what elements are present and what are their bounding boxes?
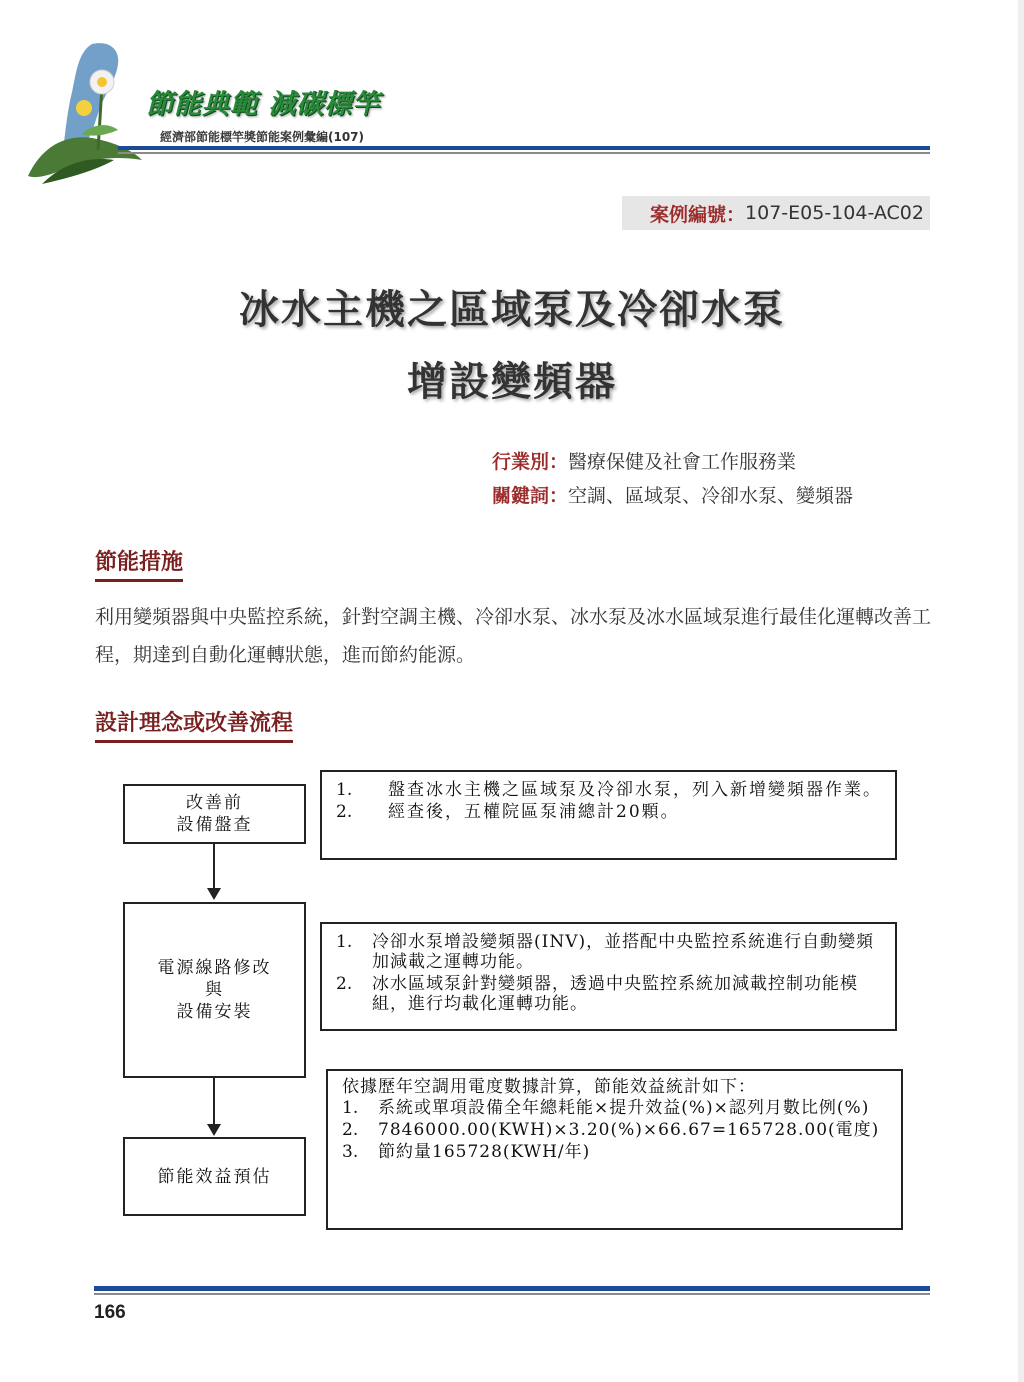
header-rule — [118, 146, 930, 150]
down-arrow-icon — [207, 1124, 221, 1136]
note-item — [342, 1120, 889, 1140]
industry-label: 行業別： — [492, 451, 569, 473]
case-number-badge — [622, 196, 930, 230]
page-title-line-2: 增設變頻器 — [407, 359, 617, 405]
flow-step-label: 節能效益預估 — [157, 1166, 272, 1187]
section-heading-design: 設計理念或改善流程 — [95, 706, 293, 743]
flow-arrow-line — [213, 844, 215, 890]
page-title-line-1: 冰水主機之區域泵及冷卻水泵 — [239, 287, 785, 333]
keywords-label: 關鍵詞： — [492, 485, 569, 507]
flow-note-installation — [320, 922, 897, 1031]
keywords-value: 空調、區域泵、冷卻水泵、變頻器 — [568, 485, 854, 507]
note-text: 冷卻水泵增設變頻器(INV)，並搭配中央監控系統進行自動變頻加減載之運轉功能。 — [372, 932, 875, 972]
footer-rule — [94, 1286, 930, 1291]
case-number-value: 107-E05-104-AC02 — [745, 202, 924, 224]
flow-note-benefit — [326, 1069, 903, 1230]
note-text: 7846000.00(KWH)×3.20(%)×66.67=165728.00(電度) — [378, 1120, 880, 1140]
flow-step-survey — [123, 784, 306, 844]
flow-step-label: 設備盤查 — [176, 815, 253, 835]
flow-arrow-line — [213, 1078, 215, 1124]
note-text: 節約量165728(KWH/年) — [378, 1142, 591, 1162]
note-number: 1. — [342, 1098, 359, 1118]
header-rule-shadow — [118, 152, 930, 154]
note-number: 2. — [342, 1120, 359, 1140]
down-arrow-icon — [207, 888, 221, 900]
note-text: 系統或單項設備全年總耗能×提升效益(%)×認列月數比例(%) — [378, 1098, 870, 1118]
note-number: 2. — [336, 802, 353, 822]
taiwan-dandelion-logo-icon — [22, 38, 162, 188]
page-edge — [1018, 0, 1024, 1382]
note-text: 經查後，五權院區泵浦總計20顆。 — [388, 802, 680, 822]
flow-step-installation — [123, 902, 306, 1078]
brand-title: 節能典範 減碳標竿 — [146, 89, 381, 120]
flow-step-label: 設備安裝 — [176, 1002, 253, 1022]
flow-step-label: 與 — [205, 980, 224, 1000]
case-number-label: 案例編號： — [650, 203, 746, 226]
note-text: 盤查冰水主機之區域泵及冷卻水泵，列入新增變頻器作業。 — [388, 780, 882, 800]
note-number: 2. — [336, 974, 353, 994]
section-heading-measures: 節能措施 — [95, 545, 183, 582]
measures-paragraph: 利用變頻器與中央監控系統，針對空調主機、冷卻水泵、冰水泵及冰水區域泵進行最佳化運轉改善工程，期達到自動化運轉狀態，進而節約能源。 — [95, 606, 932, 666]
note-item — [336, 974, 883, 1014]
note-number: 3. — [342, 1142, 359, 1162]
note-number: 1. — [336, 780, 353, 800]
note-text: 冰水區域泵針對變頻器，透過中央監控系統加減載控制功能模組，進行均載化運轉功能。 — [372, 974, 858, 1014]
note-item — [336, 932, 883, 972]
flow-step-label: 改善前 — [186, 793, 243, 813]
note-item — [336, 780, 883, 800]
note-item — [342, 1098, 889, 1118]
note-number: 1. — [336, 932, 353, 952]
page-number: 166 — [94, 1302, 126, 1323]
flow-step-label: 電源線路修改 — [157, 958, 272, 978]
note-intro: 依據歷年空調用電度數據計算，節能效益統計如下： — [342, 1077, 756, 1097]
brand-subtitle: 經濟部節能標竿獎節能案例彙編(107) — [160, 130, 365, 144]
flow-note-survey — [320, 770, 897, 860]
keywords-row — [492, 481, 853, 508]
flow-step-benefit-estimate — [123, 1137, 306, 1216]
note-item — [342, 1142, 889, 1162]
industry-value: 醫療保健及社會工作服務業 — [568, 451, 797, 473]
industry-row — [492, 447, 796, 474]
footer-rule-shadow — [94, 1293, 930, 1295]
note-item — [336, 802, 883, 822]
